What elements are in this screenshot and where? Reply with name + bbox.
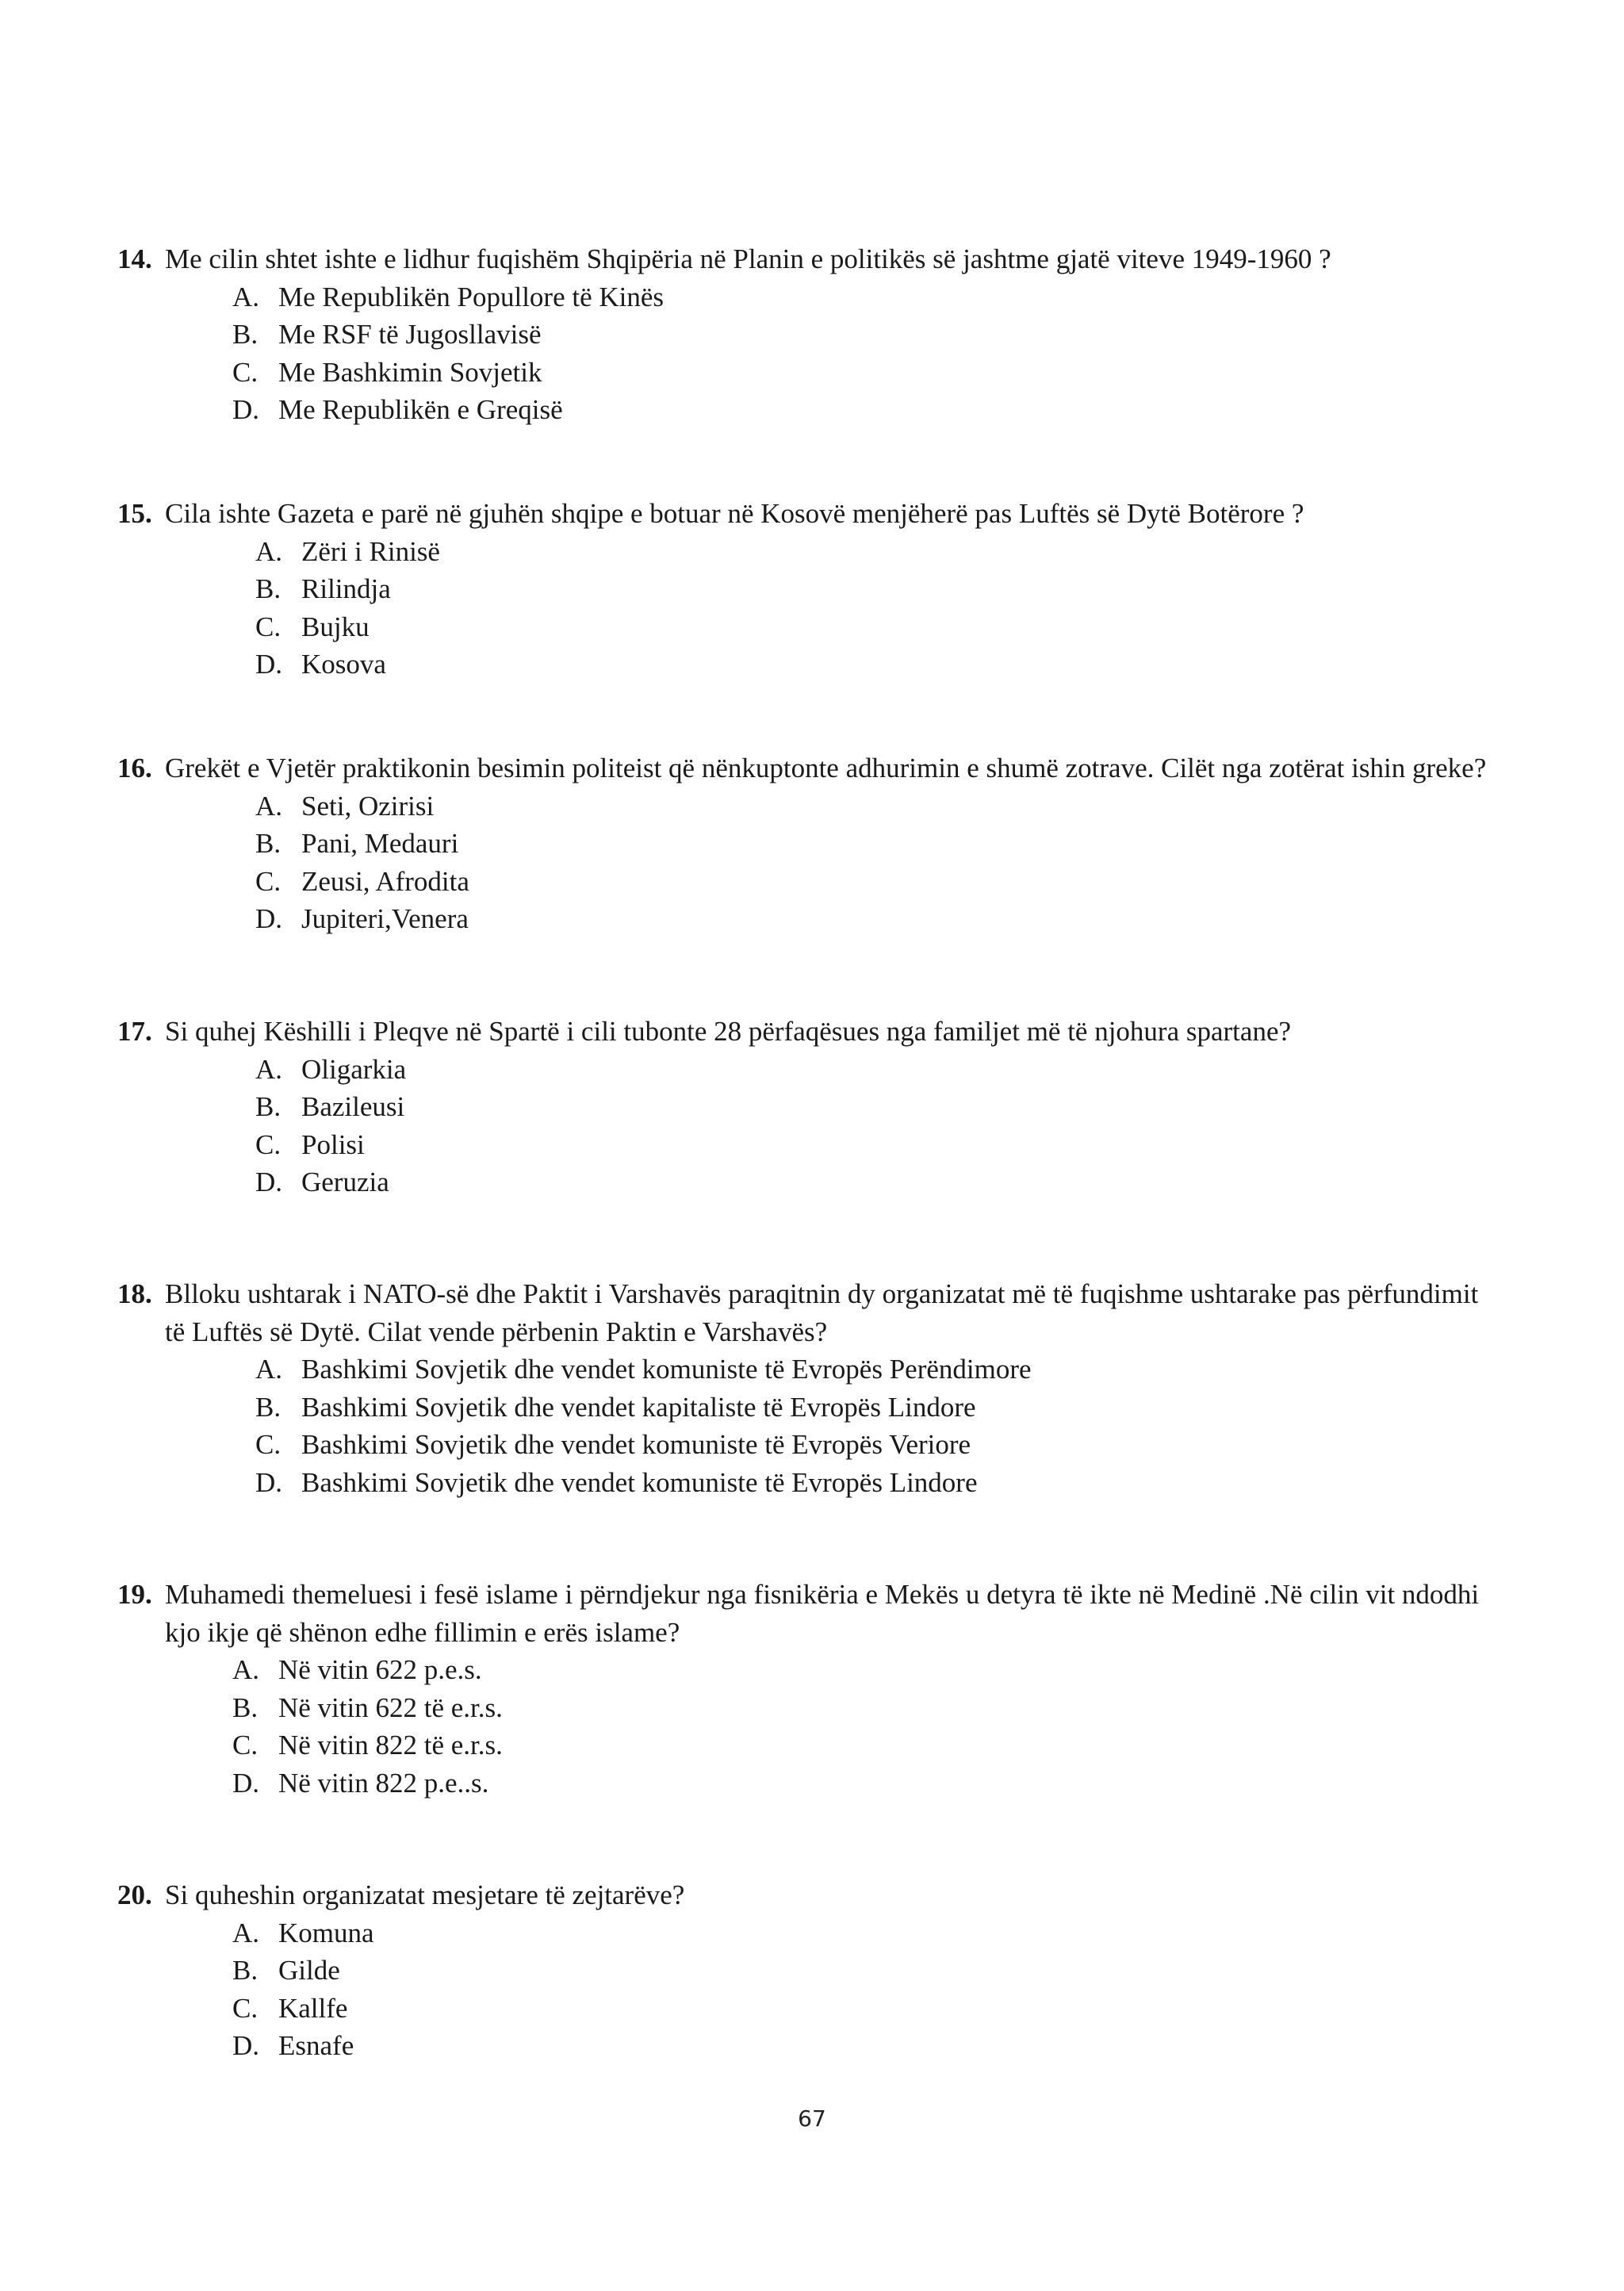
option-c [255,1126,1513,1164]
question-15 [117,495,1513,684]
option-text: Në vitin 822 të e.r.s. [278,1730,503,1760]
option-letter: C. [232,1730,259,1760]
option-d [255,900,1513,938]
question-number: 18. [117,1278,152,1309]
question-text: Blloku ushtarak i NATO-së dhe Paktit i Varshavës paraqitnin dy organizatat më të fuqishme ushtarake pas përfundimit të Luftës së Dytë. Cilat vende përbenin Paktin e Varshavës? [165,1278,1479,1347]
option-letter: B. [255,1391,282,1423]
option-letter: C. [255,865,282,897]
option-text: Gilde [278,1955,340,1986]
question-text: Grekët e Vjetër praktikonin besimin politeist që nënkuptonte adhurimin e shumë zotrave. Cilët nga zotërat ishin greke? [165,753,1487,783]
option-text: Rilindja [301,573,391,604]
option-letter: D. [232,394,260,425]
option-a [255,1350,1513,1389]
option-text: Kosova [301,649,386,680]
option-text: Bashkimi Sovjetik dhe vendet komuniste të Evropës Perëndimore [301,1354,1032,1385]
option-list [255,1350,1513,1501]
option-text: Kallfe [278,1992,348,2024]
option-letter: A. [255,1354,283,1385]
question-16 [117,749,1513,938]
option-letter: A. [255,790,283,822]
option-b [232,316,1513,354]
question-number: 19. [117,1579,152,1610]
option-letter: B. [255,1091,282,1122]
option-letter: D. [255,1466,283,1498]
option-b [255,570,1513,608]
option-text: Me RSF të Jugosllavisë [278,319,542,350]
question-line [117,1275,1513,1350]
option-d [255,646,1513,684]
question-line [117,749,1513,787]
option-a [255,1051,1513,1089]
question-line [117,1876,1513,1914]
option-c [255,863,1513,901]
option-text: Geruzia [301,1167,389,1197]
question-text: Si quheshin organizatat mesjetare të zejtarëve? [165,1879,685,1910]
question-line [117,1013,1513,1051]
option-letter: B. [232,319,259,350]
question-19 [117,1576,1513,1802]
option-letter: C. [255,1429,282,1460]
question-17 [117,1013,1513,1201]
option-text: Komuna [278,1917,374,1948]
question-text: Cila ishte Gazeta e parë në gjuhën shqipe e botuar në Kosovë menjëherë pas Luftës së Dytë Botërore ? [165,498,1304,529]
option-letter: B. [232,1955,259,1986]
option-d [255,1464,1513,1502]
question-line [117,495,1513,533]
option-text: Zëri i Rinisë [301,535,440,567]
option-text: Bashkimi Sovjetik dhe vendet komuniste të Evropës Lindore [301,1466,978,1498]
option-list [255,787,1513,938]
option-c [255,608,1513,646]
option-c [232,1990,1513,2028]
option-text: Bashkimi Sovjetik dhe vendet komuniste të Evropës Veriore [301,1429,971,1460]
option-b [255,825,1513,863]
option-letter: D. [255,903,283,934]
question-number: 15. [117,498,152,529]
option-list [232,278,1513,429]
option-text: Me Republikën e Greqisë [278,394,563,425]
option-c [232,1726,1513,1764]
option-c [232,354,1513,392]
option-d [232,391,1513,429]
option-letter: A. [255,1053,283,1085]
question-14 [117,240,1513,429]
option-text: Pani, Medauri [301,828,459,859]
option-a [255,787,1513,826]
option-text: Në vitin 622 të e.r.s. [278,1691,503,1723]
option-letter: A. [232,1654,260,1685]
option-text: Oligarkia [301,1053,407,1085]
question-line [117,240,1513,278]
option-b [255,1389,1513,1427]
question-number: 20. [117,1879,152,1910]
option-c [255,1426,1513,1464]
option-letter: D. [255,649,283,680]
option-d [232,1764,1513,1803]
question-text: Me cilin shtet ishte e lidhur fuqishëm Shqipëria në Planin e politikës së jashtme gjatë viteve 1949-1960 ? [165,243,1331,274]
option-list [232,1651,1513,1802]
option-list [255,533,1513,684]
option-letter: B. [232,1691,259,1723]
option-text: Seti, Ozirisi [301,790,435,822]
option-text: Me Bashkimin Sovjetik [278,356,542,388]
option-text: Polisi [301,1128,365,1160]
option-d [255,1163,1513,1201]
option-a [255,533,1513,571]
option-text: Jupiteri,Venera [301,903,469,934]
option-b [255,1088,1513,1126]
option-letter: C. [255,1128,282,1160]
option-list [232,1914,1513,2065]
option-text: Esnafe [278,2030,354,2061]
question-number: 17. [117,1016,152,1047]
option-letter: C. [232,1992,259,2024]
option-letter: D. [255,1167,283,1197]
option-text: Bujku [301,611,370,642]
option-letter: A. [232,281,260,312]
option-b [232,1952,1513,1990]
option-letter: D. [232,1767,260,1799]
option-a [232,1651,1513,1689]
option-letter: D. [232,2030,260,2061]
page-number: 67 [798,2105,826,2132]
question-text: Si quhej Këshilli i Pleqve në Spartë i cili tubonte 28 përfaqësues nga familjet më të njohura spartane? [165,1016,1292,1047]
option-text: Bazileusi [301,1091,405,1122]
option-text: Me Republikën Popullore të Kinës [278,281,665,312]
question-text: Muhamedi themeluesi i fesë islame i përndjekur nga fisnikëria e Mekës u detyra të ikte në Medinë .Në cilin vit ndodhi kjo ikje që shënon edhe fillimin e erës islame? [165,1579,1480,1648]
option-text: Në vitin 622 p.e.s. [278,1654,482,1685]
option-text: Zeusi, Afrodita [301,865,469,897]
option-letter: B. [255,828,282,859]
question-18 [117,1275,1513,1501]
option-letter: B. [255,573,282,604]
question-20 [117,1876,1513,2065]
question-number: 14. [117,243,152,274]
option-text: Në vitin 822 p.e..s. [278,1767,489,1799]
option-d [232,2027,1513,2065]
option-letter: C. [255,611,282,642]
option-a [232,278,1513,316]
option-letter: A. [232,1917,260,1948]
option-letter: C. [232,356,259,388]
option-a [232,1914,1513,1952]
option-text: Bashkimi Sovjetik dhe vendet kapitaliste të Evropës Lindore [301,1391,976,1423]
option-list [255,1051,1513,1201]
option-b [232,1689,1513,1727]
question-line [117,1576,1513,1651]
option-letter: A. [255,535,283,567]
question-number: 16. [117,753,152,783]
